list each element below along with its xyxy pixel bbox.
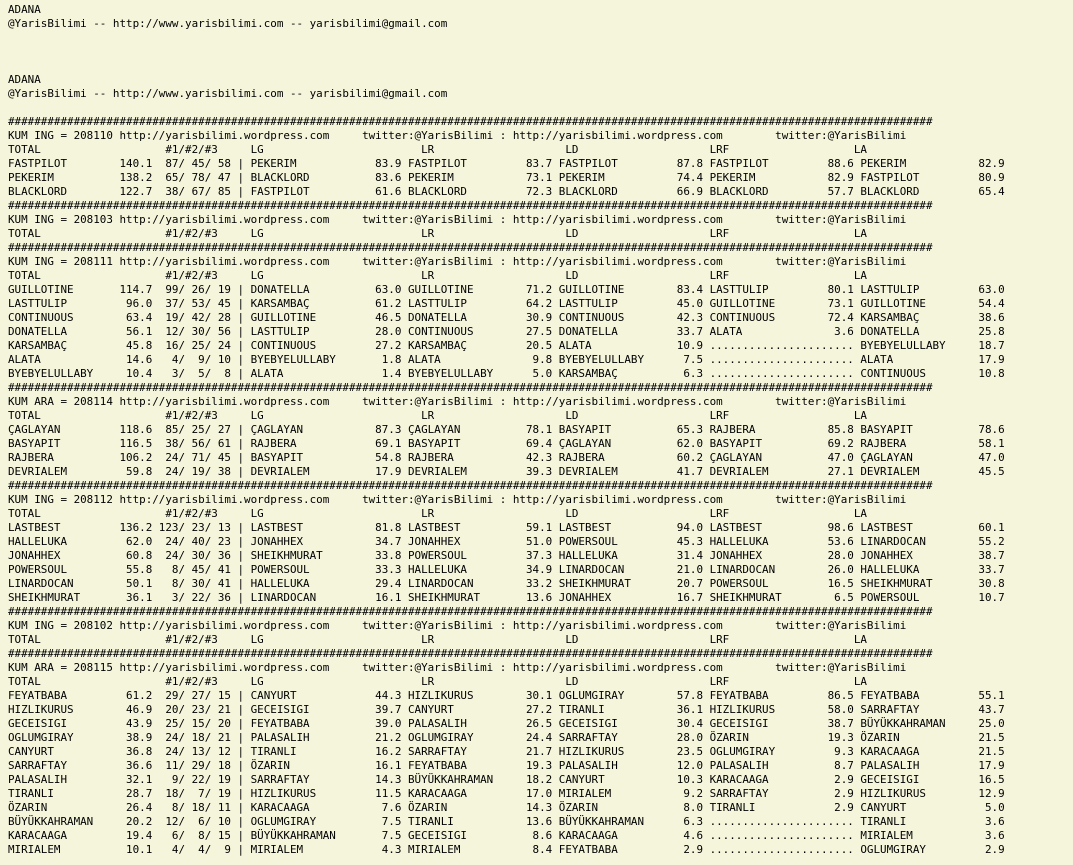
horse-row: FEYATBABA 61.2 29/ 27/ 15 | CANYURT 44.3 HIZLIKURUS 30.1 OGLUMGIRAY 57.8 FEYATBABA 86.5 FEYATBABA 55.1 <box>8 689 1005 702</box>
horse-row: SARRAFTAY 36.6 11/ 29/ 18 | ÖZARIN 16.1 FEYATBABA 19.3 PALASALIH 12.0 PALASALIH 8.7 PALASALIH 17.9 <box>8 759 1005 772</box>
separator-line: ############################################################################################################################################# <box>8 381 933 394</box>
separator-line: ############################################################################################################################################# <box>8 115 933 128</box>
column-header-line: TOTAL #1/#2/#3 LG LR LD LRF LA <box>8 675 867 688</box>
horse-row: CONTINUOUS 63.4 19/ 42/ 28 | GUILLOTINE 46.5 DONATELLA 30.9 CONTINUOUS 42.3 CONTINUOUS 72.4 KARSAMBAÇ 38.6 <box>8 311 1005 324</box>
horse-row: HIZLIKURUS 46.9 20/ 23/ 21 | GECEISIGI 39.7 CANYURT 27.2 TIRANLI 36.1 HIZLIKURUS 58.0 SARRAFTAY 43.7 <box>8 703 1005 716</box>
horse-row: BLACKLORD 122.7 38/ 67/ 85 | FASTPILOT 61.6 BLACKLORD 72.3 BLACKLORD 66.9 BLACKLORD 57.7 BLACKLORD 65.4 <box>8 185 1005 198</box>
horse-row: CANYURT 36.8 24/ 13/ 12 | TIRANLI 16.2 SARRAFTAY 21.7 HIZLIKURUS 23.5 OGLUMGIRAY 9.3 KARACAAGA 21.5 <box>8 745 1005 758</box>
text-line: ADANA <box>8 3 41 16</box>
horse-row: JONAHHEX 60.8 24/ 30/ 36 | SHEIKHMURAT 33.8 POWERSOUL 37.3 HALLELUKA 31.4 JONAHHEX 28.0 JONAHHEX 38.7 <box>8 549 1005 562</box>
horse-row: ÖZARIN 26.4 8/ 18/ 11 | KARACAAGA 7.6 ÖZARIN 14.3 ÖZARIN 8.0 TIRANLI 2.9 CANYURT 5.0 <box>8 801 1005 814</box>
horse-row: KARACAAGA 19.4 6/ 8/ 15 | BÜYÜKKAHRAMAN 7.5 GECEISIGI 8.6 KARACAAGA 4.6 ...................... MIRIALEM 3.6 <box>8 829 1005 842</box>
horse-row: BASYAPIT 116.5 38/ 56/ 61 | RAJBERA 69.1 BASYAPIT 69.4 ÇAGLAYAN 62.0 BASYAPIT 69.2 RAJBERA 58.1 <box>8 437 1005 450</box>
horse-row: DEVRIALEM 59.8 24/ 19/ 38 | DEVRIALEM 17.9 DEVRIALEM 39.3 DEVRIALEM 41.7 DEVRIALEM 27.1 DEVRIALEM 45.5 <box>8 465 1005 478</box>
horse-row: GECEISIGI 43.9 25/ 15/ 20 | FEYATBABA 39.0 PALASALIH 26.5 GECEISIGI 30.4 GECEISIGI 38.7 BÜYÜKKAHRAMAN 25.0 <box>8 717 1005 730</box>
text-line: @YarisBilimi -- http://www.yarisbilimi.com -- yarisbilimi@gmail.com <box>8 17 448 30</box>
horse-row: SHEIKHMURAT 36.1 3/ 22/ 36 | LINARDOCAN 16.1 SHEIKHMURAT 13.6 JONAHHEX 16.7 SHEIKHMURAT 6.5 POWERSOUL 10.7 <box>8 591 1005 604</box>
blank-line <box>8 45 1073 59</box>
horse-row: DONATELLA 56.1 12/ 30/ 56 | LASTTULIP 28.0 CONTINUOUS 27.5 DONATELLA 33.7 ALATA 3.6 DONATELLA 25.8 <box>8 325 1005 338</box>
blank-line <box>8 31 1073 45</box>
horse-row: ALATA 14.6 4/ 9/ 10 | BYEBYELULLABY 1.8 ALATA 9.8 BYEBYELULLABY 7.5 ...................... ALATA 17.9 <box>8 353 1005 366</box>
blank-line <box>8 59 1073 73</box>
horse-row: BYEBYELULLABY 10.4 3/ 5/ 8 | ALATA 1.4 BYEBYELULLABY 5.0 KARSAMBAÇ 6.3 ...................... CONTINUOUS 10.8 <box>8 367 1005 380</box>
horse-row: KARSAMBAÇ 45.8 16/ 25/ 24 | CONTINUOUS 27.2 KARSAMBAÇ 20.5 ALATA 10.9 ...................... BYEBYELULLABY 18.7 <box>8 339 1005 352</box>
separator-line: ############################################################################################################################################# <box>8 605 933 618</box>
horse-row: TIRANLI 28.7 18/ 7/ 19 | HIZLIKURUS 11.5 KARACAAGA 17.0 MIRIALEM 9.2 SARRAFTAY 2.9 HIZLIKURUS 12.9 <box>8 787 1005 800</box>
horse-row: RAJBERA 106.2 24/ 71/ 45 | BASYAPIT 54.8 RAJBERA 42.3 RAJBERA 60.2 ÇAGLAYAN 47.0 ÇAGLAYAN 47.0 <box>8 451 1005 464</box>
horse-row: OGLUMGIRAY 38.9 24/ 18/ 21 | PALASALIH 21.2 OGLUMGIRAY 24.4 SARRAFTAY 28.0 ÖZARIN 19.3 ÖZARIN 21.5 <box>8 731 1005 744</box>
race-header-line: KUM ING = 208111 http://yarisbilimi.wordpress.com twitter:@YarisBilimi : http://yarisbilimi.wordpress.com twitter:@YarisBilimi <box>8 255 907 268</box>
horse-row: BÜYÜKKAHRAMAN 20.2 12/ 6/ 10 | OGLUMGIRAY 7.5 TIRANLI 13.6 BÜYÜKKAHRAMAN 6.3 ...................... TIRANLI 3.6 <box>8 815 1005 828</box>
column-header-line: TOTAL #1/#2/#3 LG LR LD LRF LA <box>8 227 867 240</box>
separator-line: ############################################################################################################################################# <box>8 241 933 254</box>
race-header-line: KUM ARA = 208114 http://yarisbilimi.wordpress.com twitter:@YarisBilimi : http://yarisbilimi.wordpress.com twitter:@YarisBilimi <box>8 395 907 408</box>
horse-row: LINARDOCAN 50.1 8/ 30/ 41 | HALLELUKA 29.4 LINARDOCAN 33.2 SHEIKHMURAT 20.7 POWERSOUL 16.5 SHEIKHMURAT 30.8 <box>8 577 1005 590</box>
race-header-line: KUM ING = 208103 http://yarisbilimi.wordpress.com twitter:@YarisBilimi : http://yarisbilimi.wordpress.com twitter:@YarisBilimi <box>8 213 907 226</box>
separator-line: ############################################################################################################################################# <box>8 199 933 212</box>
separator-line: ############################################################################################################################################# <box>8 647 933 660</box>
column-header-line: TOTAL #1/#2/#3 LG LR LD LRF LA <box>8 269 867 282</box>
horse-row: GUILLOTINE 114.7 99/ 26/ 19 | DONATELLA 63.0 GUILLOTINE 71.2 GUILLOTINE 83.4 LASTTULIP 80.1 LASTTULIP 63.0 <box>8 283 1005 296</box>
race-header-line: KUM ING = 208102 http://yarisbilimi.wordpress.com twitter:@YarisBilimi : http://yarisbilimi.wordpress.com twitter:@YarisBilimi <box>8 619 907 632</box>
horse-row: ÇAGLAYAN 118.6 85/ 25/ 27 | ÇAGLAYAN 87.3 ÇAGLAYAN 78.1 BASYAPIT 65.3 RAJBERA 85.8 BASYAPIT 78.6 <box>8 423 1005 436</box>
horse-row: LASTBEST 136.2 123/ 23/ 13 | LASTBEST 81.8 LASTBEST 59.1 LASTBEST 94.0 LASTBEST 98.6 LASTBEST 60.1 <box>8 521 1005 534</box>
race-header-line: KUM ING = 208112 http://yarisbilimi.wordpress.com twitter:@YarisBilimi : http://yarisbilimi.wordpress.com twitter:@YarisBilimi <box>8 493 907 506</box>
blank-line <box>8 101 1073 115</box>
race-header-line: KUM ING = 208110 http://yarisbilimi.wordpress.com twitter:@YarisBilimi : http://yarisbilimi.wordpress.com twitter:@YarisBilimi <box>8 129 907 142</box>
horse-row: MIRIALEM 10.1 4/ 4/ 9 | MIRIALEM 4.3 MIRIALEM 8.4 FEYATBABA 2.9 ...................... OGLUMGIRAY 2.9 <box>8 843 1005 856</box>
horse-row: FASTPILOT 140.1 87/ 45/ 58 | PEKERIM 83.9 FASTPILOT 83.7 FASTPILOT 87.8 FASTPILOT 88.6 PEKERIM 82.9 <box>8 157 1005 170</box>
horse-row: LASTTULIP 96.0 37/ 53/ 45 | KARSAMBAÇ 61.2 LASTTULIP 64.2 LASTTULIP 45.0 GUILLOTINE 73.1 GUILLOTINE 54.4 <box>8 297 1005 310</box>
horse-row: POWERSOUL 55.8 8/ 45/ 41 | POWERSOUL 33.3 HALLELUKA 34.9 LINARDOCAN 21.0 LINARDOCAN 26.0 HALLELUKA 33.7 <box>8 563 1005 576</box>
race-header-line: KUM ARA = 208115 http://yarisbilimi.wordpress.com twitter:@YarisBilimi : http://yarisbilimi.wordpress.com twitter:@YarisBilimi <box>8 661 907 674</box>
horse-row: PALASALIH 32.1 9/ 22/ 19 | SARRAFTAY 14.3 BÜYÜKKAHRAMAN 18.2 CANYURT 10.3 KARACAAGA 2.9 GECEISIGI 16.5 <box>8 773 1005 786</box>
column-header-line: TOTAL #1/#2/#3 LG LR LD LRF LA <box>8 633 867 646</box>
horse-row: PEKERIM 138.2 65/ 78/ 47 | BLACKLORD 83.6 PEKERIM 73.1 PEKERIM 74.4 PEKERIM 82.9 FASTPILOT 80.9 <box>8 171 1005 184</box>
column-header-line: TOTAL #1/#2/#3 LG LR LD LRF LA <box>8 409 867 422</box>
column-header-line: TOTAL #1/#2/#3 LG LR LD LRF LA <box>8 507 867 520</box>
text-line: @YarisBilimi -- http://www.yarisbilimi.com -- yarisbilimi@gmail.com <box>8 87 448 100</box>
text-line: ADANA <box>8 73 41 86</box>
column-header-line: TOTAL #1/#2/#3 LG LR LD LRF LA <box>8 143 867 156</box>
separator-line: ############################################################################################################################################# <box>8 479 933 492</box>
horse-row: HALLELUKA 62.0 24/ 40/ 23 | JONAHHEX 34.7 JONAHHEX 51.0 POWERSOUL 45.3 HALLELUKA 53.6 LINARDOCAN 55.2 <box>8 535 1005 548</box>
